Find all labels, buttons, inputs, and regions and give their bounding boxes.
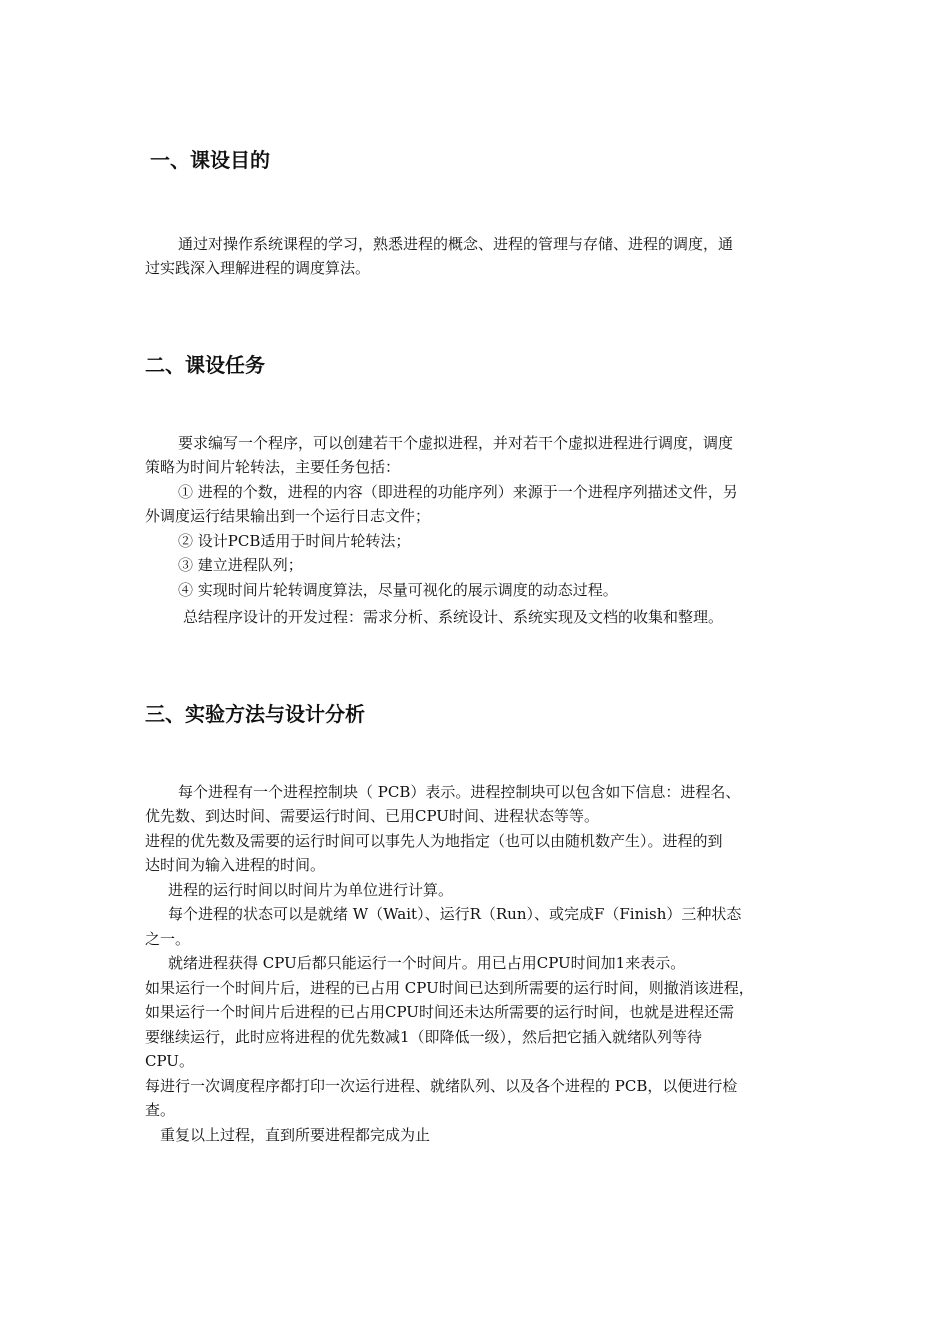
section-2-line-6: ③ 建立进程队列；: [178, 556, 303, 574]
section-3-line-9: 如果运行一个时间片后，进程的已占用 CPU时间已达到所需要的运行时间，则撤消该进程，: [145, 979, 754, 997]
section-3-line-6: 每个进程的状态可以是就绪 W（Wait）、运行R（Run）、或完成F（Finish）三种状态: [168, 905, 742, 923]
section-3-line-1: 每个进程有一个进程控制块（ PCB）表示。进程控制块可以包含如下信息：进程名、: [178, 783, 741, 801]
section-1-line-2: 过实践深入理解进程的调度算法。: [145, 259, 371, 277]
section-2-line-7: ④ 实现时间片轮转调度算法，尽量可视化的展示调度的动态过程。: [178, 581, 618, 599]
section-3-line-7: 之一。: [145, 930, 191, 948]
section-3-heading: 三、实验方法与设计分析: [145, 702, 365, 726]
section-1-line-1: 通过对操作系统课程的学习，熟悉进程的概念、进程的管理与存储、进程的调度，通: [178, 235, 734, 253]
section-3-line-3: 进程的优先数及需要的运行时间可以事先人为地指定（也可以由随机数产生）。进程的到: [145, 832, 723, 850]
section-3-line-4: 达时间为输入进程的时间。: [145, 856, 326, 874]
section-2-line-1: 要求编写一个程序，可以创建若干个虚拟进程，并对若干个虚拟进程进行调度，调度: [178, 434, 734, 452]
section-2-line-2: 策略为时间片轮转法，主要任务包括：: [145, 458, 401, 476]
section-3-line-14: 查。: [145, 1101, 176, 1119]
section-3-line-5: 进程的运行时间以时间片为单位进行计算。: [168, 881, 454, 899]
section-3-line-15: 重复以上过程，直到所要进程都完成为止: [160, 1126, 431, 1144]
section-2-heading: 二、课设任务: [145, 353, 265, 377]
section-3-line-10: 如果运行一个时间片后进程的已占用CPU时间还未达所需要的运行时间，也就是进程还需: [145, 1003, 734, 1021]
section-3-line-12: CPU。: [145, 1052, 194, 1070]
section-3-line-8: 就绪进程获得 CPU后都只能运行一个时间片。用已占用CPU时间加1来表示。: [168, 954, 686, 972]
section-2-line-4: 外调度运行结果输出到一个运行日志文件；: [145, 507, 431, 525]
section-3-line-2: 优先数、到达时间、需要运行时间、已用CPU时间、进程状态等等。: [145, 807, 599, 825]
section-2-line-3: ① 进程的个数，进程的内容（即进程的功能序列）来源于一个进程序列描述文件，另: [178, 483, 738, 501]
section-1-heading: 一、课设目的: [150, 148, 270, 172]
section-2-line-5: ② 设计PCB适用于时间片轮转法；: [178, 532, 411, 550]
section-3-line-11: 要继续运行，此时应将进程的优先数减1（即降低一级），然后把它插入就绪队列等待: [145, 1028, 703, 1046]
section-2-line-8: 总结程序设计的开发过程：需求分析、系统设计、系统实现及文档的收集和整理。: [183, 608, 724, 626]
section-3-line-13: 每进行一次调度程序都打印一次运行进程、就绪队列、以及各个进程的 PCB，以便进行检: [145, 1077, 738, 1095]
